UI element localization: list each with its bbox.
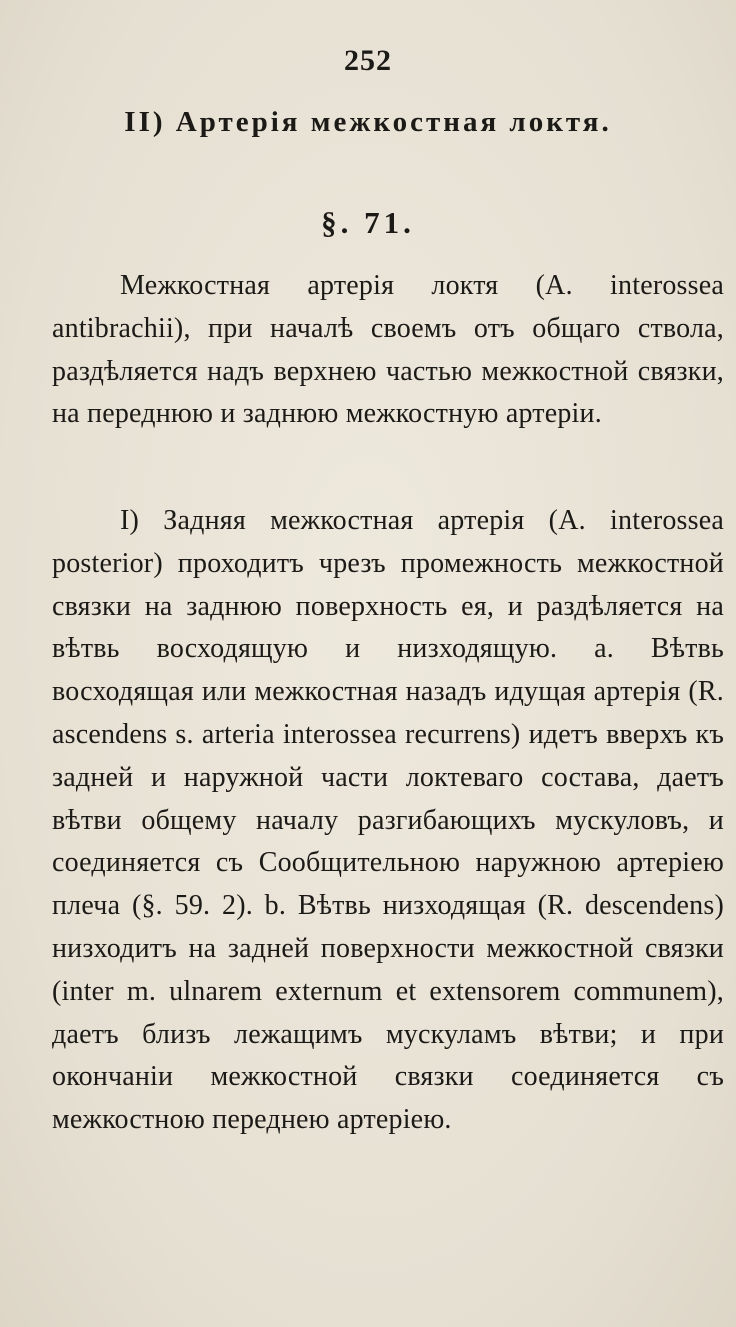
chapter-heading: II) Артерія межкостная локтя. [124,106,612,138]
page-number: 252 [344,44,392,77]
paragraph-2: I) Задняя межкостная артерія (A. interossea posterior) проходитъ чрезъ промежность межкостной связки на заднюю поверхность ея, и раздѣляется на вѣтвь восходящую и низходящую. a. Вѣтвь восходящая или межкостная назадъ идущая артерія (R. ascendens s. arteria interossea recurrens) идетъ вверхъ къ задней и наружной части локтеваго состава, даетъ вѣтви общему началу разгибающихъ мускуловъ, и соединяется съ Сообщительною наружною артеріею плеча (§. 59. 2). b. Вѣтвь низходящая (R. descendens) низходитъ на задней поверхности межкостной связки (inter m. ulnarem externum et extensorem communem), даетъ близъ лежащимъ мускуламъ вѣтви; и при окончаніи межкостной связки соединяется съ межкостною переднею артеріею. [52,505,724,1136]
section-number: §. 71. [321,205,415,240]
paragraph-1: Межкостная артерія локтя (A. interossea antibrachii), при началѣ своемъ отъ общаго ствола, раздѣляется надъ верхнею частью межкостной связки, на переднюю и заднюю межкостную артеріи. [52,270,724,430]
